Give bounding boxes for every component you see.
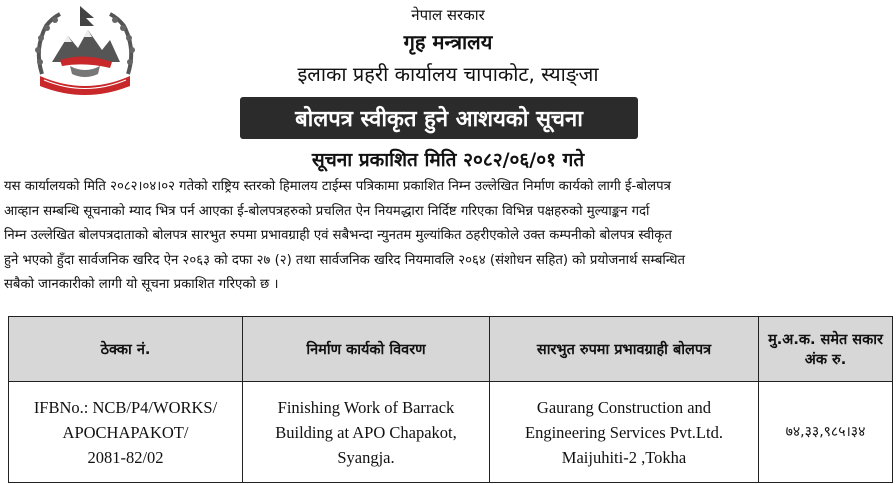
amount-cell: ७४,३३,९८५।३४: [759, 382, 893, 483]
notice-title: बोलपत्र स्वीकृत हुने आशयको सूचना: [295, 107, 583, 132]
bidder-cell: [490, 382, 759, 483]
description-line: Building at APO Chapakot,: [275, 422, 457, 442]
work-description-cell: [243, 382, 490, 483]
body-line: हुने भएको हुँदा सार्वजनिक खरिद ऐन २०६३ को दफा २७ (२) तथा सार्वजनिक खरिद नियमावलि २०६४ (संशोधन सहित) को प्रयोजनार्थ सम्बन्धित: [4, 252, 686, 268]
body-line: निम्न उल्लेखित बोलपत्रदाताको बोलपत्र सारभुत रुपमा प्रभावग्राही एवं सबैभन्दा न्युनतम मुल्यांकित ठहरीएकोले उक्त कम्पनीको बोलपत्र स्वीकृत: [4, 228, 672, 243]
bidder-line: Engineering Services Pvt.Ltd.: [525, 422, 723, 442]
notice-title-banner: [240, 97, 638, 139]
contract-no-cell: [9, 382, 243, 483]
header-amount: मु.अ.क. समेत सकार अंक रु.: [759, 317, 893, 382]
header-work-description: निर्माण कार्यको विवरण: [243, 317, 490, 382]
header-responsive-bid: सारभुत रुपमा प्रभावग्राही बोलपत्र: [490, 317, 759, 382]
contract-no-line: APOCHAPAKOT/: [62, 422, 189, 442]
description-line: Syangja.: [337, 447, 395, 467]
office-name: इलाका प्रहरी कार्यालय चापाकोट, स्याङ्जा: [297, 62, 599, 86]
contract-no-line: 2081-82/02: [87, 447, 164, 467]
header-contract-no: ठेक्का नं.: [9, 317, 243, 382]
government-name: नेपाल सरकार: [411, 6, 485, 24]
body-line: सबैको जानकारीको लागी यो सूचना प्रकाशित गरिएको छ ।: [4, 277, 279, 292]
description-line: Finishing Work of Barrack: [277, 397, 455, 417]
body-line: यस कार्यालयको मिति २०८२।०४।०२ गतेको राष्ट्रिय स्तरको हिमालय टाईम्स पत्रिकामा प्रकाशित निम्न उल्लेखित निर्माण कार्यको लागी ई-बोलपत्र: [4, 179, 671, 194]
body-line: आव्हान सम्बन्धि सूचनाको म्याद भित्र पर्न आएका ई-बोलपत्रहरुको प्रचलित ऐन नियमद्धारा निर्दिष्ट गरिएका विभिन्न पक्षहरुको मुल्याङ्कन गर्दा: [4, 203, 650, 219]
contract-no-line: IFBNo.: NCB/P4/WORKS/: [33, 397, 218, 417]
publication-date: सूचना प्रकाशित मिति २०८२/०६/०१ गते: [311, 149, 585, 171]
bidder-line: Gaurang Construction and: [536, 397, 712, 417]
table-row: [9, 382, 893, 483]
table-header-row: [9, 317, 893, 382]
ministry-name: गृह मन्त्रालय: [403, 30, 493, 54]
contract-table: [8, 316, 893, 483]
notice-body: [4, 175, 894, 298]
bidder-line: Maijuhiti-2 ,Tokha: [561, 447, 687, 467]
